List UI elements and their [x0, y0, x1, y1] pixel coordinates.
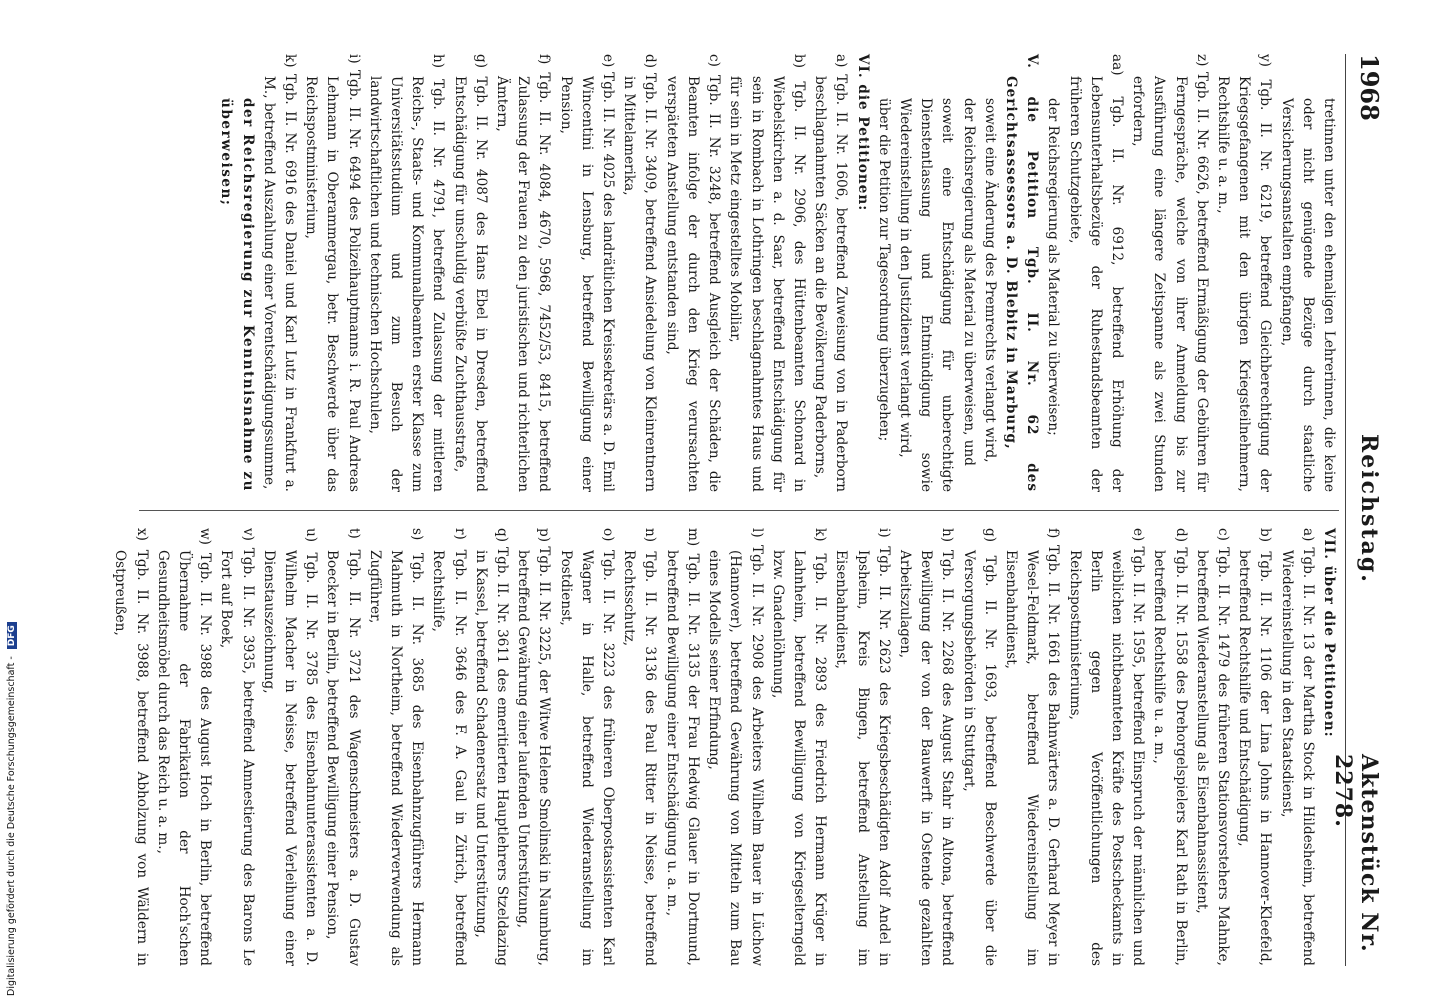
petition-item: r) Tgb. II. Nr. 3646 des F. A. Gaul in Zürich, betreffend Rechtshilfe, — [430, 528, 468, 966]
petition-item: l) Tgb. II. Nr. 2908 des Arbeiters Wilhelm Bauer in Lüchow (Hannover), betreffend Gewährung von Mitteln zum Bau eines Modells seiner Erfindung, — [706, 528, 765, 966]
petition-item: h) Tgb. II. Nr. 4791, betreffend Zulassung der mittleren Reichs-, Staats- und Kommunalbeamten erster Klasse zum Universitätsstudium und zum Besuch der landwirtschaftlichen und technischen Hochschulen, — [366, 54, 447, 492]
petition-item: f) Tgb. II. Nr. 4084, 4670, 5968, 7452/53, 8415, betreffend Zulassung der Frauen zu den juristischen und richterlichen Ämtern, — [494, 54, 553, 492]
petition-item: z) Tgb. II. Nr. 6626, betreffend Ermäßigung der Gebühren für Ferngespräche, welche von ihrer Anmeldung bis zur Ausführung eine längere Zeitspanne als zwei Stunden erfordern, — [1130, 54, 1210, 492]
decision-line: über die Petition zur Tagesordnung überzugehen; — [875, 98, 892, 442]
page-number: 1968 — [1355, 54, 1384, 121]
petition-item: c) Tgb. II. Nr. 1479 des früheren Stationsvorstehers Mahnke, betreffend Wiederanstellung als Eisenbahnassistent, — [1193, 528, 1231, 966]
decision-line: der Reichsregierung als Material zu überweisen; — [1045, 98, 1062, 436]
petition-item: i) Tgb. II. Nr. 2623 des Kriegsbeschädigten Adolf Andel in Ipsheim, Kreis Bingen, betreffend Anstellung im Eisenbahndienst, — [833, 528, 892, 966]
petition-item: d) Tgb. II. Nr. 3409, betreffend Ansiedelung von Kleinrentnern in Mittelamerika, — [621, 54, 659, 492]
petition-item: o) Tgb. II. Nr. 3223 des früheren Oberpostassistenten Karl Wagner in Halle, betreffend Wiederanstellung im Postdienst, — [557, 528, 617, 966]
petition-item: e) Tgb. II. Nr. 1595, betreffend Einspruch der männlichen und weiblichen nichtbeamteten Kräfte des Postscheckamts in Berlin gegen Veröffentlichungen des Reichspostministeriums, — [1066, 528, 1147, 966]
petition-item: u) Tgb. II. Nr. 3785 des Eisenbahnunterassistenten a. D. Wilhelm Macher in Neisse, betreffend Verleihung einer Dienstauszeichnung, — [260, 528, 320, 966]
section-heading-vii: VII. über die Petitionen: — [1321, 528, 1337, 738]
petition-item: i) Tgb. II. Nr. 6494 des Polizeihauptmanns i. R. Paul Andreas Lehmann in Oberammergau, betr. Beschwerde über das Reichspostministerium, — [303, 54, 362, 492]
petition-item: n) Tgb. II. Nr. 3136 des Paul Ritter in Neisse, betreffend Rechtsschutz, — [621, 528, 659, 966]
document-page — [112, 30, 1390, 990]
petition-item: a) Tgb. II. Nr. 13 der Martha Stock in Hildesheim, betreffend Wiedereinstellung in den Staatsdienst, — [1278, 528, 1316, 966]
petition-item: aa) Tgb. II. Nr. 6912, betreffend Erhöhung der Lebensunterhaltsbezüge der Ruhestandsbeamten der früheren Schutzgebiete, — [1066, 54, 1125, 492]
petition-item: c) Tgb. II. Nr. 3248, betreffend Ausgleich der Schäden, die Beamten infolge der durch den Krieg verursachten verspäteten Anstellung entstanden sind, — [663, 54, 723, 492]
page-title: Reichstag. — [1356, 434, 1382, 584]
digitization-credit — [6, 622, 17, 996]
petition-item: a) Tgb. II. Nr. 1606, betreffend Zuweisung von in Paderborn beschlagnahmten Säcken an die Bevölkerung Paderborns, — [812, 54, 850, 492]
decision-line: der Reichsregierung zur Kenntnisnahme zu überweisen; — [218, 98, 256, 492]
petition-item: k) Tgb. II. Nr. 6916 des Daniel und Karl Lutz in Frankfurt a. M., betreffend Auszahlung einer Vorentschädigungssumme, — [260, 54, 299, 492]
petition-item: q) Tgb. II. Nr. 3611 des emeritierten Hauptlehrers Stzeldazing in Kassel, betreffend Schadenersatz und Unterstützung, — [472, 528, 511, 966]
petition-item: y) Tgb. II. Nr. 6219, betreffend Gleichberechtigung der Kriegsgefangenen mit den übrigen Kriegsteilnehmern, Rechtshilfe u. a. m., — [1214, 54, 1274, 492]
petition-item: k) Tgb. II. Nr. 2893 des Friedrich Hermann Krüger in Lahnheim, betreffend Bewilligung von Kriegselterngeld bzw. Gnadenlöhnung, — [769, 528, 829, 966]
paragraph: soweit eine Entschädigung für unberechtigte Dienstentlassung und Entmündigung sowie Wiedereinstellung in den Justizdienst verlangt wird, — [896, 98, 956, 492]
right-column — [112, 528, 1339, 966]
petition-item: x) Tgb. II. Nr. 3988, betreffend Abholzung von Wäldern in Ostpreußen, — [112, 528, 150, 966]
petition-item: b) Tgb. II. Nr. 2906, des Hüttenbeamten Schonard in Wiebelskirchen a. d. Saar, betreffend Entschädigung für sein in Rombach in Lothringen beschlagnahmtes Haus und für sein in Metz eingestelltes Mobiliar, — [727, 54, 807, 492]
petition-item: s) Tgb. II. Nr. 3685 des Eisenbahnzugführers Hermann Mahmuth in Northeim, betreffend Wiederverwendung als Zugführer, — [366, 528, 426, 966]
petition-item: m) Tgb. II. Nr. 3135 der Frau Hedwig Glauer in Dortmund, betreffend Bewilligung einer Entschädigung u. a. m., — [663, 528, 701, 966]
petition-item: v) Tgb. II. Nr. 3935, betreffend Amnestierung des Barons Le Fort auf Boek, — [218, 528, 256, 966]
petition-item: g) Tgb. II. Nr. 4087 des Hans Ebel in Dresden, betreffend Entschädigung für unschuldig verbüßte Zuchthausstrafe, — [451, 54, 489, 492]
page-header — [1330, 54, 1390, 966]
column-divider — [139, 510, 1339, 511]
dfg-logo: DFG — [7, 622, 17, 649]
petition-item: p) Tgb. II. Nr. 3225, der Witwe Helene Smolinski in Naumburg, betreffend Gewährung einer laufenden Unterstützung, — [515, 528, 553, 966]
credit-text: Digitalisierung gefördert durch die Deutsche Forschungsgemeinschaft - — [6, 656, 17, 996]
petition-item: g) Tgb. II. Nr. 1693, betreffend Beschwerde über die Versorgungsbehörden in Stuttgart, — [960, 528, 998, 966]
petition-item: b) Tgb. II. Nr. 1106 der Lina Johns in Hannover-Kleefeld, betreffend Rechtshilfe und Entschädigung, — [1236, 528, 1274, 966]
petition-item: h) Tgb. II. Nr. 2268 des August Stahr in Altona, betreffend Bewilligung der von der Bauwerft in Ostende gezahlten Arbeitszulagen, — [896, 528, 956, 966]
decision-line: der Reichsregierung als Material zu überweisen, und — [960, 98, 977, 467]
petition-item: e) Tgb. II. Nr. 4025 des landrätlichen Kreissekretärs a. D. Emil Wincentini in Lensburg, betreffend Bewilligung einer Pension, — [557, 54, 617, 492]
text-columns — [112, 54, 1339, 966]
section-heading-vi: VI. die Petitionen: — [854, 54, 871, 212]
petition-item: f) Tgb. II. Nr. 1661 des Bahnwärters a. D. Gerhard Meyer in Wesel-Feldmark, betreffend Wiedereinstellung im Eisenbahndienst, — [1002, 528, 1062, 966]
petition-item: t) Tgb. II. Nr. 3721 des Wagenschmeisters a. D. Gustav Boecker in Berlin, betreffend Bewilligung einer Pension, — [324, 528, 362, 966]
section-heading-v: V. die Petition Tgb. II. Nr. 62 des Gerichtsassessors a. D. Blebitz in Marburg, — [1002, 54, 1041, 492]
paragraph: tretinnen unter den ehemaligen Lehrerinnen, die keine oder nicht genügende Bezüge durch staatliche Versicherungsanstalten empfangen, — [1278, 98, 1337, 492]
document-number: Aktenstück Nr. 2278. — [1330, 754, 1382, 953]
petition-item: w) Tgb. II. Nr. 3988 des August Hoch in Berlin, betreffend Übernahme der Fabrikation der Hoch'schen Gesundheitsmöbel durch das Reich u. a. m., — [154, 528, 214, 966]
petition-item: d) Tgb. II. Nr. 1558 des Drehorgelspielers Karl Rath in Berlin, betreffend Rechtshilfe u. a. m., — [1151, 528, 1189, 966]
left-column — [139, 54, 1339, 492]
paragraph: soweit eine Änderung des Premrechts verlangt wird, — [981, 98, 998, 463]
